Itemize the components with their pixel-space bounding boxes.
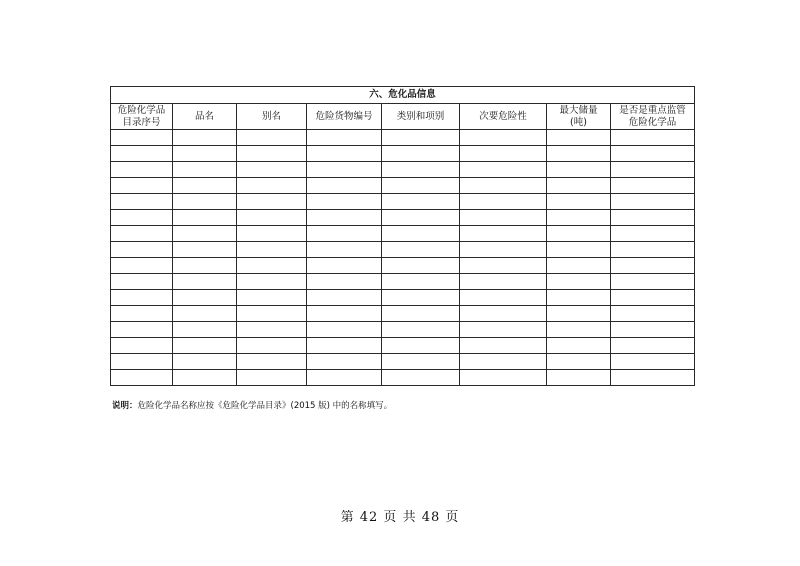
table-cell[interactable] xyxy=(547,242,611,258)
table-cell[interactable] xyxy=(382,146,460,162)
table-cell[interactable] xyxy=(611,178,695,194)
table-cell[interactable] xyxy=(547,370,611,386)
column-header-text: (吨) xyxy=(570,116,587,128)
table-cell[interactable] xyxy=(237,370,307,386)
table-row xyxy=(111,274,695,290)
table-row xyxy=(111,338,695,354)
table-cell[interactable] xyxy=(111,290,173,306)
table-cell[interactable] xyxy=(382,194,460,210)
table-cell[interactable] xyxy=(237,322,307,338)
table-cell[interactable] xyxy=(173,146,237,162)
table-cell[interactable] xyxy=(547,338,611,354)
table-cell[interactable] xyxy=(460,178,547,194)
table-cell[interactable] xyxy=(173,274,237,290)
table-cell[interactable] xyxy=(611,354,695,370)
table-cell[interactable] xyxy=(237,338,307,354)
table-cell[interactable] xyxy=(547,306,611,322)
table-cell[interactable] xyxy=(237,306,307,322)
table-cell[interactable] xyxy=(460,306,547,322)
column-header-2 xyxy=(173,104,237,130)
table-cell[interactable] xyxy=(460,354,547,370)
table-cell[interactable] xyxy=(237,146,307,162)
table-cell[interactable] xyxy=(382,162,460,178)
table-cell[interactable] xyxy=(382,258,460,274)
table-cell[interactable] xyxy=(547,226,611,242)
table-cell[interactable] xyxy=(173,306,237,322)
table-cell[interactable] xyxy=(237,210,307,226)
hazardous-chemicals-table xyxy=(110,86,695,386)
table-row xyxy=(111,178,695,194)
table-cell[interactable] xyxy=(611,242,695,258)
table-cell[interactable] xyxy=(237,194,307,210)
table-cell[interactable] xyxy=(307,290,382,306)
table-cell[interactable] xyxy=(611,146,695,162)
table-cell[interactable] xyxy=(611,306,695,322)
table-cell[interactable] xyxy=(547,274,611,290)
table-cell[interactable] xyxy=(460,146,547,162)
table-cell[interactable] xyxy=(111,370,173,386)
table-cell[interactable] xyxy=(382,354,460,370)
table-cell[interactable] xyxy=(173,162,237,178)
table-cell[interactable] xyxy=(237,130,307,146)
table-cell[interactable] xyxy=(173,290,237,306)
table-cell[interactable] xyxy=(611,210,695,226)
table-row xyxy=(111,210,695,226)
table-cell[interactable] xyxy=(460,322,547,338)
column-header-text: 品名 xyxy=(194,110,214,122)
table-row xyxy=(111,370,695,386)
table-cell[interactable] xyxy=(173,226,237,242)
section-title: 六、危化品信息 xyxy=(111,87,695,104)
table-cell[interactable] xyxy=(111,242,173,258)
table-cell[interactable] xyxy=(173,258,237,274)
column-header-text: 最大储量 xyxy=(559,104,598,116)
table-cell[interactable] xyxy=(382,210,460,226)
table-cell[interactable] xyxy=(611,130,695,146)
table-cell[interactable] xyxy=(173,178,237,194)
column-header-7 xyxy=(547,104,611,130)
table-cell[interactable] xyxy=(307,226,382,242)
table-cell[interactable] xyxy=(611,226,695,242)
table-cell[interactable] xyxy=(460,258,547,274)
table-cell[interactable] xyxy=(547,210,611,226)
table-cell[interactable] xyxy=(460,274,547,290)
table-row xyxy=(111,258,695,274)
table-cell[interactable] xyxy=(460,130,547,146)
column-header-3 xyxy=(237,104,307,130)
table-row xyxy=(111,146,695,162)
table-cell[interactable] xyxy=(237,242,307,258)
table-row xyxy=(111,290,695,306)
column-header-6 xyxy=(460,104,547,130)
table-row xyxy=(111,226,695,242)
table-cell[interactable] xyxy=(173,370,237,386)
table-cell[interactable] xyxy=(307,162,382,178)
column-header-text: 是否是重点监管 xyxy=(619,104,686,116)
column-header-row xyxy=(111,104,695,130)
table-cell[interactable] xyxy=(547,178,611,194)
table-cell[interactable] xyxy=(307,194,382,210)
table-cell[interactable] xyxy=(382,290,460,306)
table-cell[interactable] xyxy=(237,290,307,306)
table-cell[interactable] xyxy=(382,226,460,242)
table-cell[interactable] xyxy=(111,226,173,242)
table-cell[interactable] xyxy=(547,258,611,274)
table-cell[interactable] xyxy=(382,306,460,322)
table-cell[interactable] xyxy=(307,370,382,386)
table-row xyxy=(111,162,695,178)
column-header-text: 次要危险性 xyxy=(479,110,527,122)
table-row xyxy=(111,194,695,210)
table-cell[interactable] xyxy=(111,338,173,354)
column-header-1 xyxy=(111,104,173,130)
table-cell[interactable] xyxy=(460,290,547,306)
table-cell[interactable] xyxy=(307,130,382,146)
table-cell[interactable] xyxy=(111,210,173,226)
table-cell[interactable] xyxy=(382,338,460,354)
table-cell[interactable] xyxy=(237,178,307,194)
table-cell[interactable] xyxy=(547,354,611,370)
table-cell[interactable] xyxy=(237,274,307,290)
note-text: 危险化学品名称应按《危险化学品目录》(2015 版) 中的名称填写。 xyxy=(137,401,393,411)
note-label: 说明： xyxy=(112,401,138,411)
column-header-4 xyxy=(307,104,382,130)
table-cell[interactable] xyxy=(460,162,547,178)
table-cell[interactable] xyxy=(111,130,173,146)
table-cell[interactable] xyxy=(611,322,695,338)
table-cell[interactable] xyxy=(111,146,173,162)
table-cell[interactable] xyxy=(382,242,460,258)
table-cell[interactable] xyxy=(307,178,382,194)
page-number: 第 42 页 共 48 页 xyxy=(340,510,460,525)
table-cell[interactable] xyxy=(382,274,460,290)
table-cell[interactable] xyxy=(173,130,237,146)
table-cell[interactable] xyxy=(237,226,307,242)
table-cell[interactable] xyxy=(547,146,611,162)
column-header-8 xyxy=(611,104,695,130)
table-cell[interactable] xyxy=(547,130,611,146)
table-cell[interactable] xyxy=(382,130,460,146)
table-cell[interactable] xyxy=(382,370,460,386)
table-cell[interactable] xyxy=(611,194,695,210)
table-cell[interactable] xyxy=(382,322,460,338)
table-row xyxy=(111,354,695,370)
table-cell[interactable] xyxy=(611,370,695,386)
table-cell[interactable] xyxy=(307,210,382,226)
column-header-text: 别名 xyxy=(261,110,281,122)
table-cell[interactable] xyxy=(611,258,695,274)
table-cell[interactable] xyxy=(307,322,382,338)
table-cell[interactable] xyxy=(111,354,173,370)
table-cell[interactable] xyxy=(111,306,173,322)
column-header-text: 类别和项别 xyxy=(396,110,445,122)
table-cell[interactable] xyxy=(173,338,237,354)
table-row xyxy=(111,306,695,322)
table-cell[interactable] xyxy=(547,194,611,210)
table-cell[interactable] xyxy=(460,194,547,210)
table-cell[interactable] xyxy=(382,178,460,194)
column-header-text: 危险化学品 xyxy=(117,104,166,116)
table-cell[interactable] xyxy=(111,162,173,178)
table-row xyxy=(111,322,695,338)
table-cell[interactable] xyxy=(307,242,382,258)
table-cell[interactable] xyxy=(111,322,173,338)
table-row xyxy=(111,130,695,146)
table-cell[interactable] xyxy=(460,226,547,242)
table-cell[interactable] xyxy=(173,194,237,210)
table-cell[interactable] xyxy=(547,162,611,178)
table-cell[interactable] xyxy=(307,354,382,370)
table-row xyxy=(111,242,695,258)
table-cell[interactable] xyxy=(307,338,382,354)
table-cell[interactable] xyxy=(460,370,547,386)
table-cell[interactable] xyxy=(611,338,695,354)
table-cell[interactable] xyxy=(611,290,695,306)
table-body xyxy=(111,130,695,386)
table-cell[interactable] xyxy=(307,306,382,322)
table-cell[interactable] xyxy=(111,258,173,274)
table-cell[interactable] xyxy=(237,354,307,370)
table-cell[interactable] xyxy=(173,210,237,226)
table-cell[interactable] xyxy=(173,354,237,370)
table-cell[interactable] xyxy=(611,162,695,178)
table-cell[interactable] xyxy=(611,274,695,290)
table-cell[interactable] xyxy=(237,162,307,178)
table-cell[interactable] xyxy=(111,274,173,290)
table-cell[interactable] xyxy=(111,194,173,210)
table-cell[interactable] xyxy=(307,258,382,274)
table-cell[interactable] xyxy=(547,322,611,338)
note xyxy=(112,399,392,411)
table-cell[interactable] xyxy=(460,242,547,258)
table-cell[interactable] xyxy=(111,178,173,194)
table-cell[interactable] xyxy=(460,338,547,354)
table-cell[interactable] xyxy=(173,322,237,338)
table-cell[interactable] xyxy=(307,274,382,290)
table-cell[interactable] xyxy=(237,258,307,274)
table-cell[interactable] xyxy=(547,290,611,306)
table-cell[interactable] xyxy=(173,242,237,258)
column-header-text: 危险货物编号 xyxy=(315,110,373,122)
column-header-text: 目录序号 xyxy=(122,116,161,128)
table-cell[interactable] xyxy=(307,146,382,162)
column-header-5 xyxy=(382,104,460,130)
table-cell[interactable] xyxy=(460,210,547,226)
column-header-text: 危险化学品 xyxy=(628,116,677,128)
